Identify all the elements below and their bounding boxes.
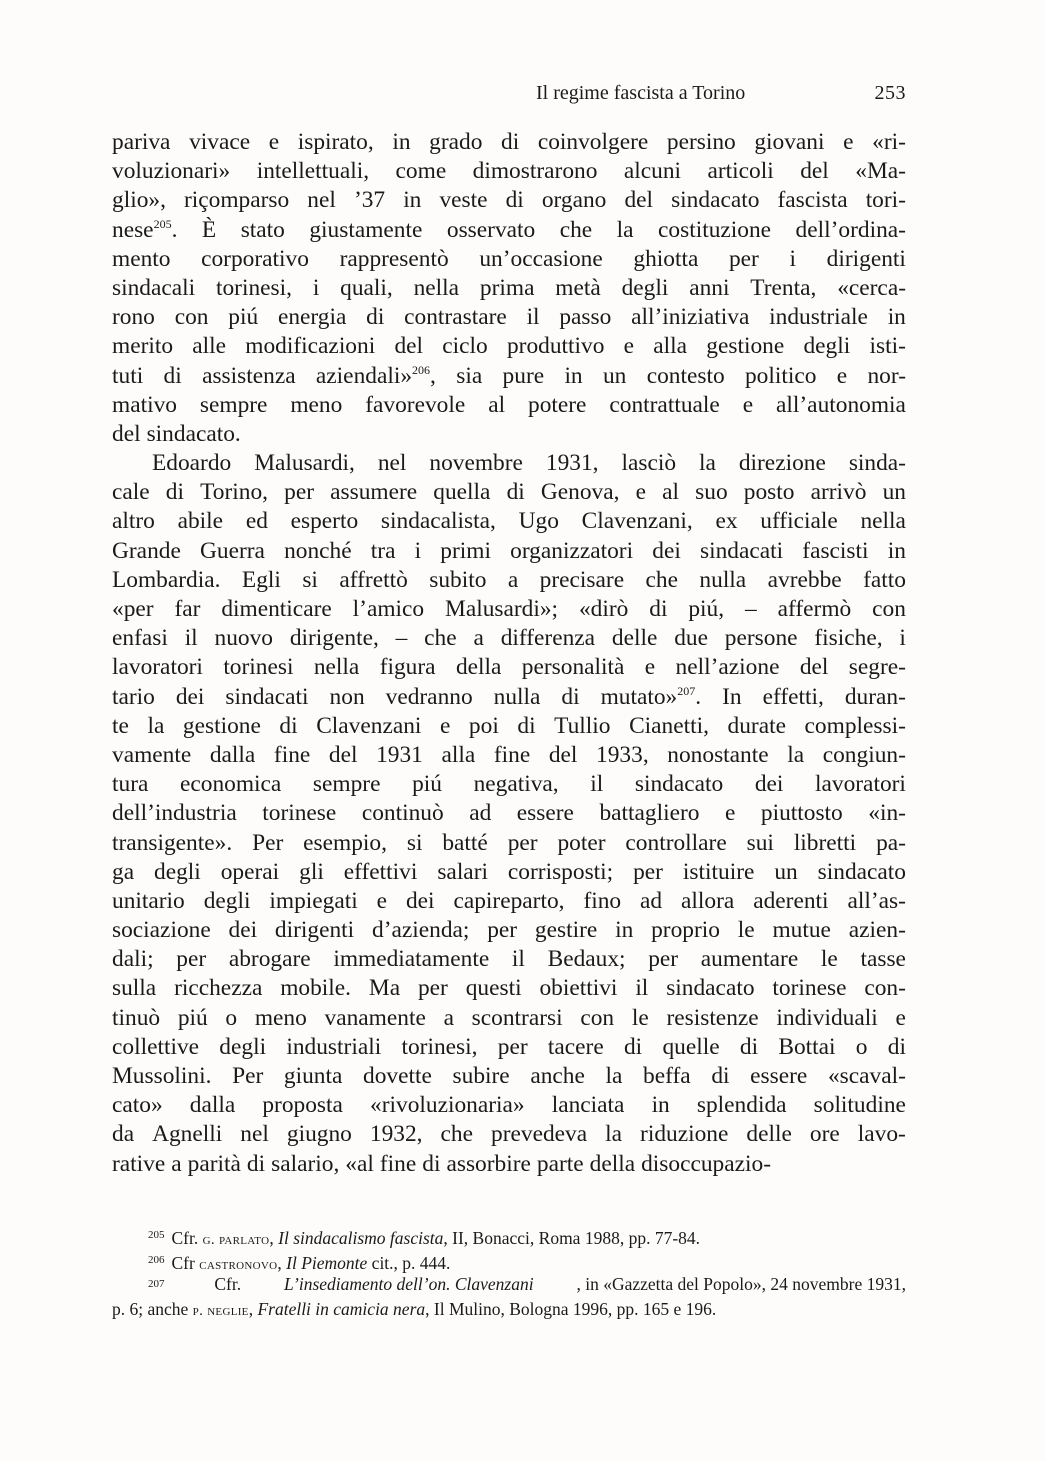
text-line: rono con piú energia di contrastare il passo all’iniziativa industriale in [112,304,906,331]
text-line: te la gestione di Clavenzani e poi di Tullio Cianetti, durate complessi- [112,712,906,739]
text-line: del sindacato. [112,420,241,447]
text-line: Grande Guerra nonché tra i primi organizzatori dei sindacati fascisti in [112,537,906,564]
footnote-reference: 205 [153,216,172,231]
footnote-line: $^{206}$ Cfr castronovo, Il Piemonte cit., p. 444. [148,1252,451,1273]
page-number: 253 [874,82,906,104]
text-line: cato» dalla proposta «rivoluzionaria» lanciata in splendida solitudine [112,1092,906,1119]
text-line: mativo sempre meno favorevole al potere contrattuale e all’autonomia [112,391,906,418]
text-line: mento corporativo rappresentò un’occasione ghiotta per i dirigenti [112,245,906,272]
footnote-line: 207 Cfr. L’insediamento dell’on. Clavenzani , in «Gazzetta del Popolo», 24 novembre 1931, [112,1272,906,1297]
footnote [112,1248,906,1273]
text-line: unitario degli impiegati e dei capireparto, fino ad allora aderenti all’as- [112,887,906,914]
paragraph [112,128,906,449]
footnote-number: 205 [148,1229,165,1241]
text-line: «per far dimenticare l’amico Malusardi»; «dirò di piú, – affermò con [112,596,906,622]
text-line: nese$^{205}$. È stato giustamente osservato che la costituzione dell’ordina- [112,216,906,243]
text-line: lavoratori torinesi nella figura della personalità e nell’azione del segre- [112,654,906,681]
text-line: collettive degli industriali torinesi, per tacere di quelle di Bottai o di [112,1033,906,1060]
footnote [112,1272,906,1321]
text-line: sulla ricchezza mobile. Ma per questi obiettivi il sindacato torinese con- [112,975,906,1002]
text-line: rative a parità di salario, «al fine di assorbire parte della disoccupazio- [112,1150,772,1177]
paragraph [112,449,906,1179]
text-line: da Agnelli nel giugno 1932, che prevedeva la riduzione delle ore lavo- [112,1121,906,1148]
text-line: tinuò piú o meno vanamente a scontrarsi con le resistenze individuali e [112,1004,906,1031]
text-line: cale di Torino, per assumere quella di Genova, e al suo posto arrivò un [112,479,906,506]
text-line: Edoardo Malusardi, nel novembre 1931, lasciò la direzione sinda- [152,450,906,477]
text-line: Lombardia. Egli si affrettò subito a precisare che nulla avrebbe fatto [112,566,906,593]
text-line: dell’industria torinese continuò ad essere battagliero e piuttosto «in- [112,800,906,827]
text-line: glio», riçomparso nel ’37 in veste di organo del sindacato fascista tori- [112,187,906,214]
text-line: tario dei sindacati non vedranno nulla di mutato»$^{207}$. In effetti, duran- [112,683,906,710]
text-line: sociazione dei dirigenti d’azienda; per gestire in proprio le mutue azien- [112,917,906,944]
text-line: sindacali torinesi, i quali, nella prima metà degli anni Trenta, «cerca- [112,274,906,301]
body-text [112,128,906,1179]
text-line: altro abile ed esperto sindacalista, Ugo Clavenzani, ex ufficiale nella [112,508,906,535]
footnote-reference: 207 [677,683,696,698]
text-line: tuti di assistenza aziendali»$^{206}$, sia pure in un contesto politico e nor- [112,362,906,389]
footnote-line: p. 6; anche p. neglie, Fratelli in camicia nera, Il Mulino, Bologna 1996, pp. 165 e 196. [112,1298,717,1319]
footnote-number: 207 [148,1278,165,1290]
footnote [112,1223,906,1248]
text-line: pariva vivace e ispirato, in grado di coinvolgere persino giovani e «ri- [112,129,906,155]
running-head [112,82,906,116]
text-line: voluzionari» intellettuali, come dimostrarono alcuni articoli del «Ma- [112,158,906,185]
footnotes [112,1223,906,1321]
text-line: Mussolini. Per giunta dovette subire anche la beffa di essere «scaval- [112,1063,906,1089]
text-line: vamente dalla fine del 1931 alla fine del 1933, nonostante la congiun- [112,741,906,768]
footnote-reference: 206 [412,362,431,377]
footnote-number: 206 [148,1253,165,1266]
text-line: dali; per abrogare immediatamente il Bedaux; per aumentare le tasse [112,946,906,973]
text-line: transigente». Per esempio, si batté per poter controllare sui libretti pa- [112,829,906,856]
text-line: ga degli operai gli effettivi salari corrisposti; per istituire un sindacato [112,858,906,885]
text-line: merito alle modificazioni del ciclo produttivo e alla gestione degli isti- [112,333,906,360]
footnote-line: $^{205}$ Cfr. g. parlato, Il sindacalismo fascista, II, Bonacci, Roma 1988, pp. 77-84. [148,1228,701,1248]
running-title: Il regime fascista a Torino [536,82,746,104]
text-line: enfasi il nuovo dirigente, – che a differenza delle due persone fisiche, i [112,625,906,652]
text-line: tura economica sempre piú negativa, il sindacato dei lavoratori [112,771,906,798]
